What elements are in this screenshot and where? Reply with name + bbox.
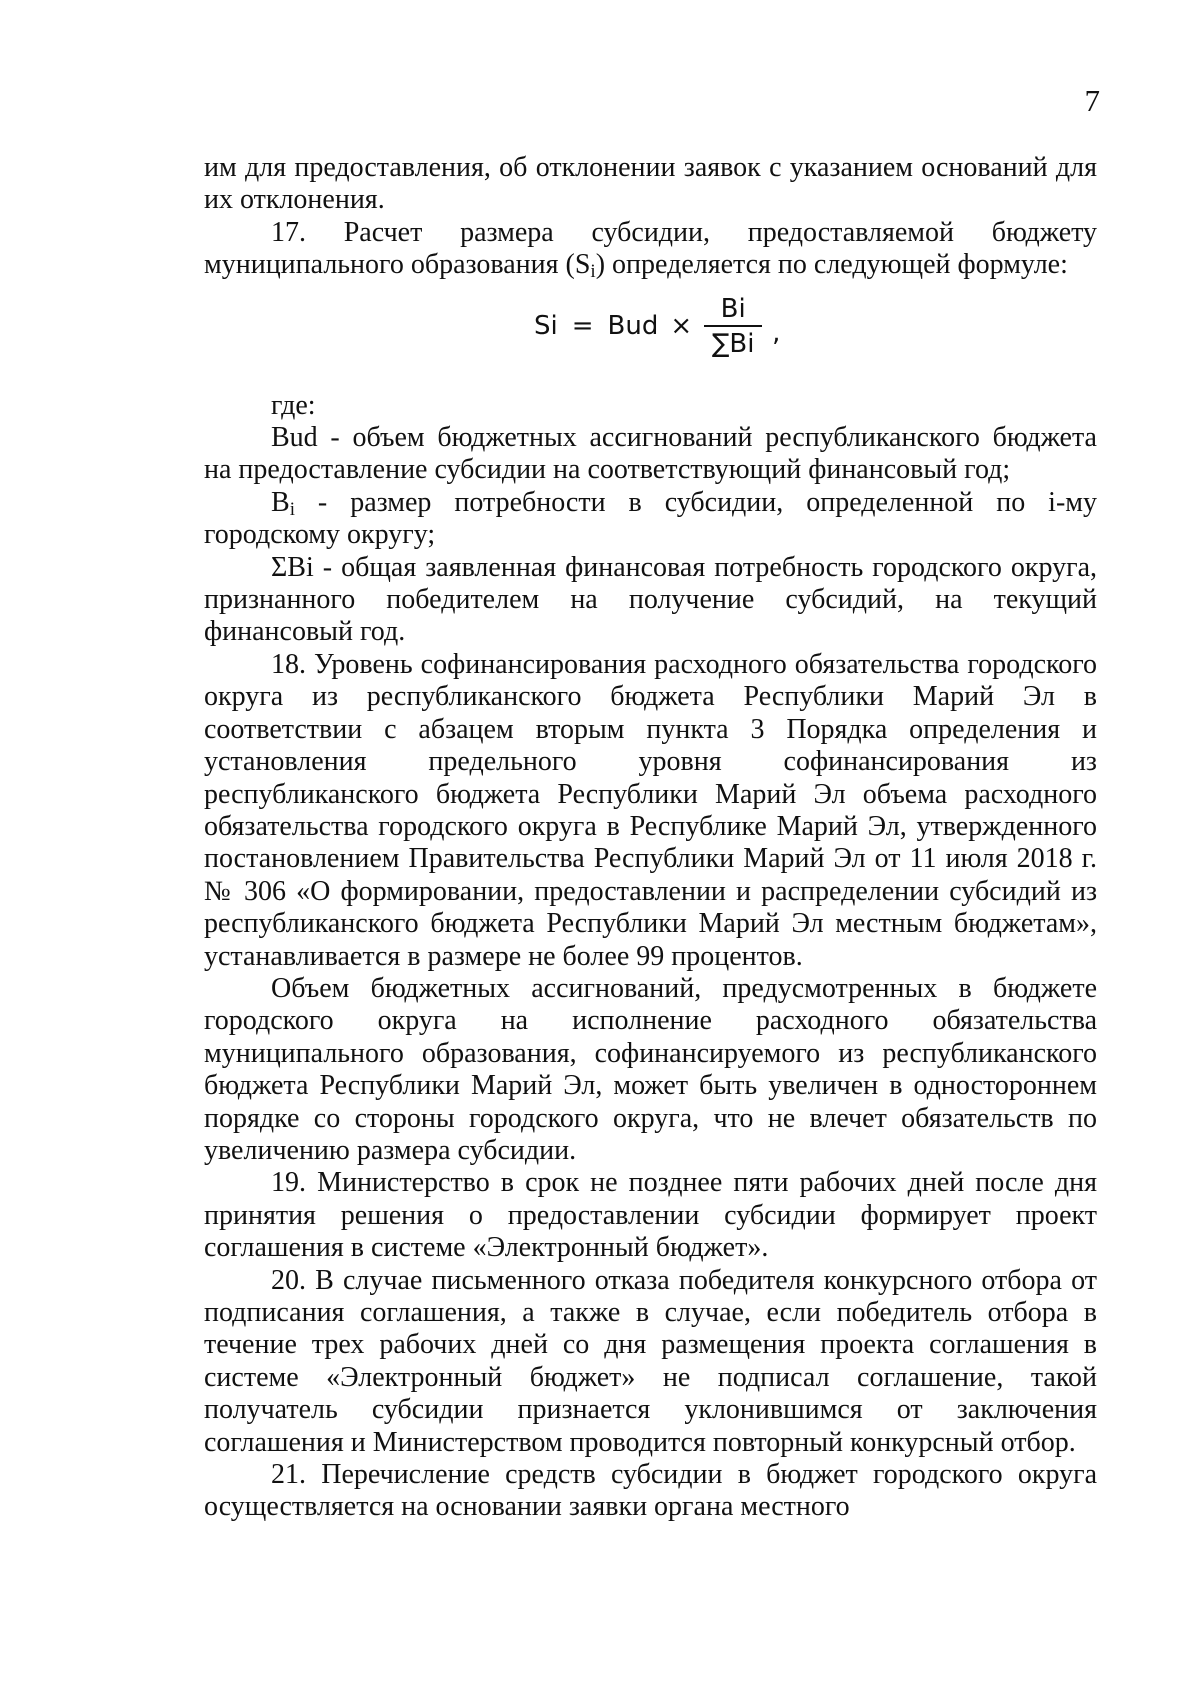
fraction-bar <box>704 325 762 327</box>
paragraph-17-lead: 17. Расчет размера субсидии, предоставляемой бюджету муниципального образования (S <box>204 216 1097 281</box>
paragraph-20: 20. В случае письменного отказа победителя конкурсного отбора от подписания соглашения, а также в случае, если победитель отбора в течение трех рабочих дней со дня размещения проекта соглашения в системе «Электронный бюджет» не подписал соглашение, такой получатель субсидии признается уклонившимся от заключения соглашения и Министерством проводится повторный конкурсный отбор. <box>204 1264 1097 1458</box>
paragraph-18-second: Объем бюджетных ассигнований, предусмотренных в бюджете городского округа на исполнение расходного обязательства муниципального образования, софинансируемого из республиканского бюджета Республики Марий Эл, может быть увеличен в одностороннем порядке со стороны городского округа, что не влечет обязательств по увеличению размера субсидии. <box>204 972 1097 1166</box>
paragraph-17 <box>204 217 1097 282</box>
definition-sum-bi: ΣBi - общая заявленная финансовая потребность городского округа, признанного победителем на получение субсидий, на текущий финансовый год. <box>204 551 1097 648</box>
definition-bi-subscript: i <box>289 498 295 520</box>
intro-paragraph: им для предоставления, об отклонении заявок с указанием оснований для их отклонения. <box>204 152 1097 216</box>
paragraph-17-subscript: i <box>590 261 596 283</box>
paragraph-21: 21. Перечисление средств субсидии в бюджет городского округа осуществляется на основании заявки органа местного <box>204 1459 1097 1523</box>
formula-denominator: ∑Bi <box>711 328 755 359</box>
definition-bi-lead: B <box>271 486 290 518</box>
definition-bi-tail: - размер потребности в субсидии, определенной по i-му городскому округу; <box>204 486 1097 551</box>
definition-bud: Bud - объем бюджетных ассигнований республиканского бюджета на предоставление субсидии на соответствующий финансовый год; <box>204 422 1097 486</box>
formula-lhs: Si <box>534 311 558 342</box>
paragraph-19: 19. Министерство в срок не позднее пяти рабочих дней после дня принятия решения о предоставлении субсидии формирует проект соглашения в системе «Электронный бюджет». <box>204 1167 1097 1264</box>
where-label: где: <box>271 389 316 421</box>
formula-equals: = <box>571 311 594 342</box>
formula-fraction <box>704 294 762 359</box>
paragraph-17-tail: ) определяется по следующей формуле: <box>595 249 1068 281</box>
document-body <box>204 152 1097 1524</box>
paragraph-18: 18. Уровень софинансирования расходного обязательства городского округа из республиканского бюджета Республики Марий Эл в соответствии с абзацем вторым пункта 3 Порядка определения и установления предельного уровня софинансирования из республиканского бюджета Республики Марий Эл объема расходного обязательства городского округа в Республике Марий Эл, утвержденного постановлением Правительства Республики Марий Эл от 11 июля 2018 г. № 306 «О формировании, предоставлении и распределении субсидий из республиканского бюджета Республики Марий Эл местным бюджетам», устанавливается в размере не более 99 процентов. <box>204 648 1097 972</box>
subsidy-formula <box>204 282 1097 376</box>
page-number: 7 <box>1084 83 1100 118</box>
formula-bud: Bud <box>607 311 659 342</box>
definition-bi <box>204 487 1097 552</box>
formula-numerator: Bi <box>720 293 746 324</box>
formula-comma: , <box>772 318 781 349</box>
formula-times: × <box>670 311 693 342</box>
